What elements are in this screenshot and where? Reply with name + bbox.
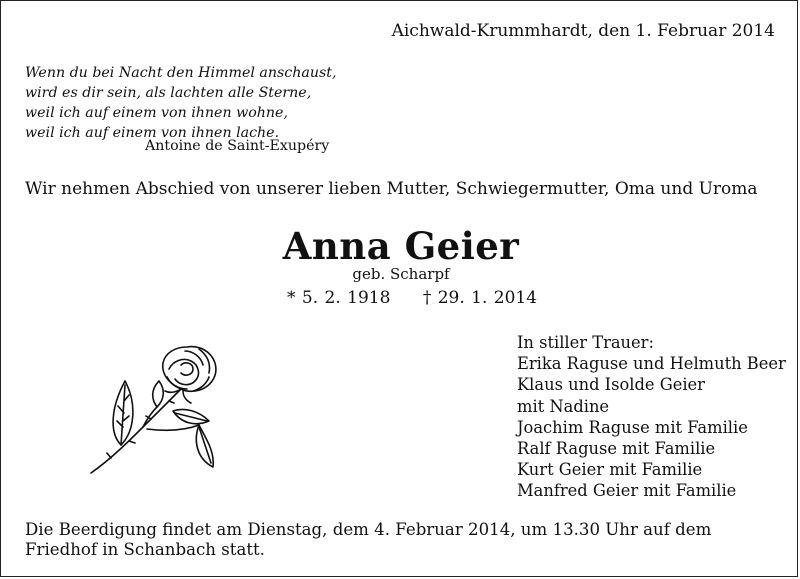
quote-line: weil ich auf einem von ihnen wohne, — [25, 105, 288, 121]
birth-date: * 5. 2. 1918 — [287, 288, 391, 308]
place-date: Aichwald-Krummhardt, den 1. Februar 2014 — [391, 21, 775, 41]
mourner-name: Joachim Raguse mit Familie — [517, 417, 748, 437]
mourner-name: Kurt Geier mit Familie — [517, 460, 703, 480]
quote — [25, 63, 336, 143]
mourner-name: mit Nadine — [517, 396, 610, 416]
mourner-name: Klaus und Isolde Geier — [517, 375, 705, 395]
mourner-name: Manfred Geier mit Familie — [517, 481, 737, 501]
death-date: † 29. 1. 2014 — [422, 288, 538, 308]
mourner-name: Ralf Raguse mit Familie — [517, 439, 716, 459]
quote-line: wird es dir sein, als lachten alle Sterne, — [25, 85, 312, 101]
quote-line: weil ich auf einem von ihnen lache. — [25, 125, 280, 141]
deceased-name: Anna Geier — [282, 224, 520, 268]
mourners-list — [517, 332, 786, 502]
funeral-notice: Die Beerdigung findet am Dienstag, dem 4. Februar 2014, um 13.30 Uhr auf dem Friedhof in Schanbach statt. — [25, 520, 712, 559]
intro-text: Wir nehmen Abschied von unserer lieben Mutter, Schwiegermutter, Oma und Uroma — [25, 179, 758, 199]
quote-line: Wenn du bei Nacht den Himmel anschaust, — [25, 65, 337, 81]
maiden-name: geb. Scharpf — [352, 265, 450, 283]
mourner-name: Erika Raguse und Helmuth Beer — [517, 354, 786, 374]
rose-icon — [81, 341, 231, 481]
quote-author: Antoine de Saint-Exupéry — [145, 138, 330, 154]
life-dates — [287, 288, 537, 308]
mourners-heading: In stiller Trauer: — [517, 333, 654, 352]
